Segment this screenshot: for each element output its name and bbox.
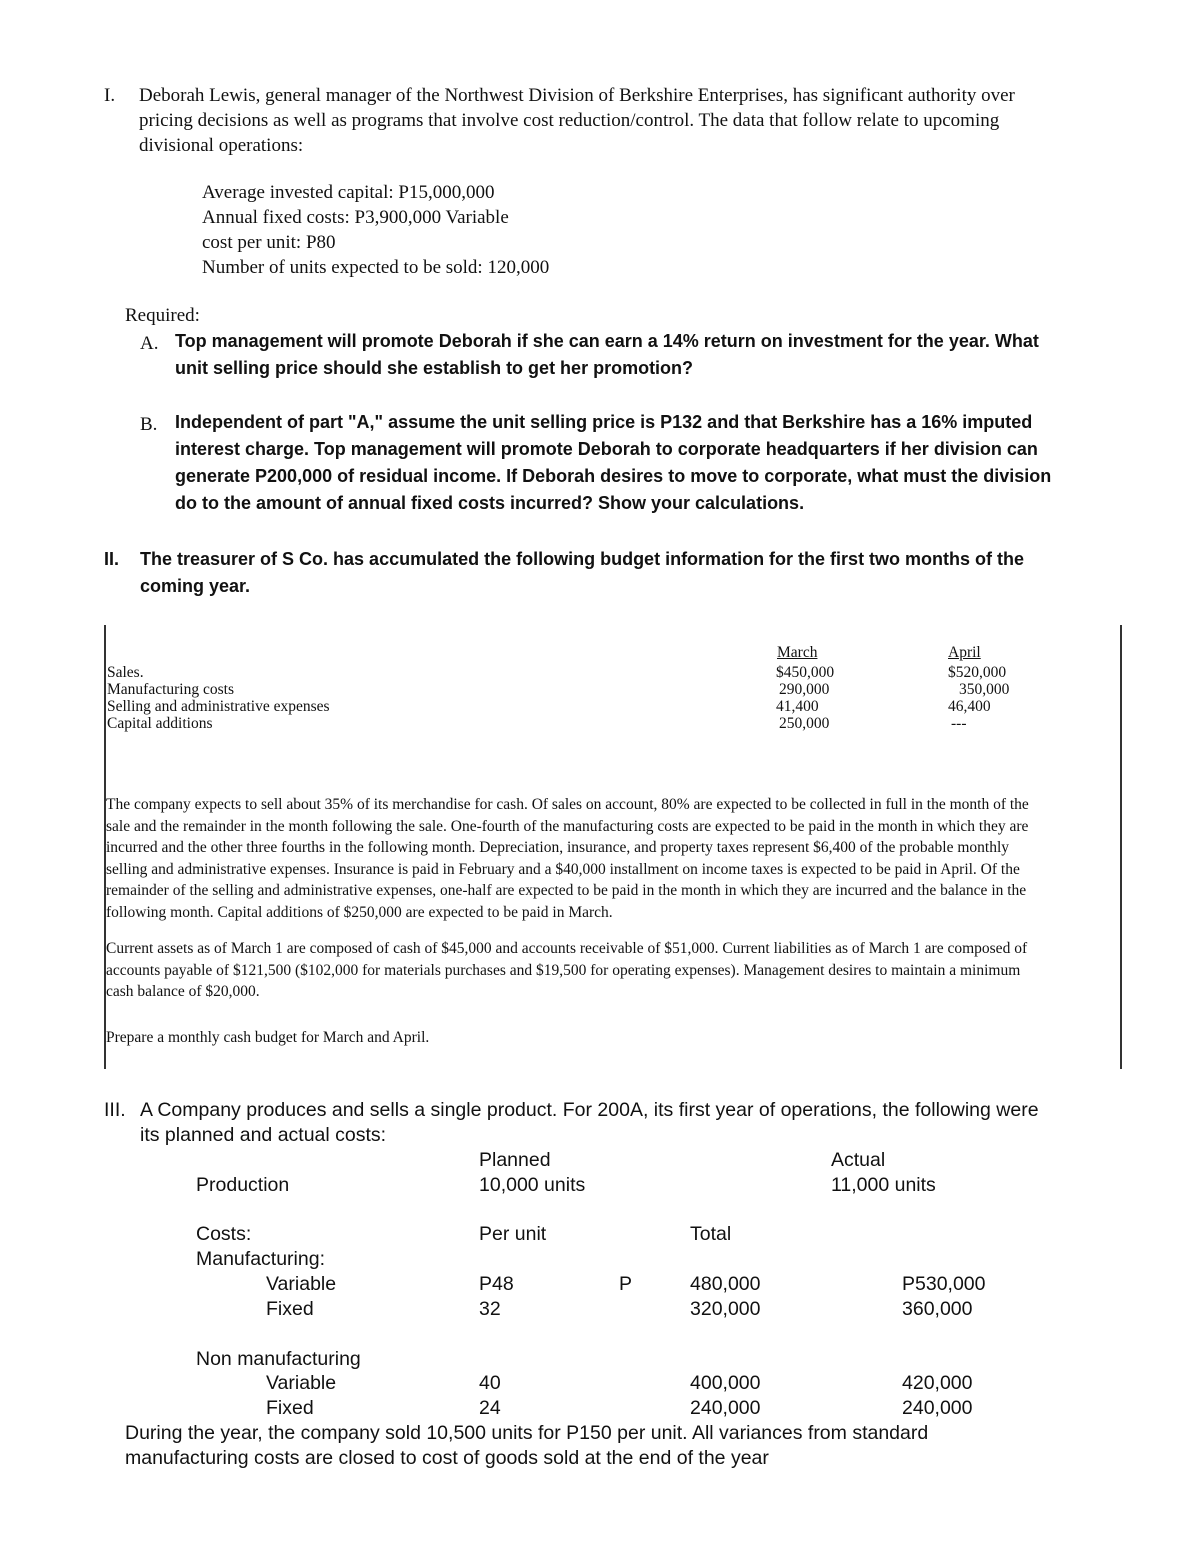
data-line: Annual fixed costs: P3,900,000 Variable <box>202 207 509 228</box>
text-line: interest charge. Top management will promote Deborah to corporate headquarters if her division can <box>175 439 1038 459</box>
table-cell: 41,400 <box>776 698 819 715</box>
mfg-variable-actual: P530,000 <box>902 1273 986 1295</box>
data-line: Number of units expected to be sold: 120,000 <box>202 257 550 278</box>
column-header-april: April <box>948 644 981 661</box>
problem-2-paragraph-1 <box>106 794 1120 923</box>
part-b-label: B. <box>140 414 158 435</box>
text-line: divisional operations: <box>139 135 304 156</box>
nonmfg-variable-per-unit: 40 <box>479 1372 501 1394</box>
problem-3-number: III. <box>104 1099 126 1121</box>
planned-header: Planned <box>479 1149 551 1171</box>
planned-units: 10,000 units <box>479 1174 586 1196</box>
nonmfg-fixed-label: Fixed <box>266 1397 314 1419</box>
nonmfg-variable-total: 400,000 <box>690 1372 761 1394</box>
table-cell: 46,400 <box>948 698 991 715</box>
problem-2-instruction: Prepare a monthly cash budget for March and April. <box>106 1029 430 1046</box>
text-line: Independent of part "A," assume the unit selling price is P132 and that Berkshire has a 16% imputed <box>175 412 1033 432</box>
text-line: its planned and actual costs: <box>140 1124 387 1146</box>
nonmfg-label: Non manufacturing <box>196 1348 361 1370</box>
table-cell: --- <box>951 715 967 732</box>
table-cell: $520,000 <box>948 664 1007 681</box>
text-line: Deborah Lewis, general manager of the Northwest Division of Berkshire Enterprises, has significant authority over <box>139 85 1015 106</box>
table-cell: 250,000 <box>779 715 830 732</box>
text-line: following month. Capital additions of $250,000 are expected to be paid in March. <box>106 903 613 921</box>
costs-label: Costs: <box>196 1223 252 1245</box>
problem-3-closing <box>125 1421 928 1471</box>
table-row-label: Manufacturing costs <box>107 681 234 698</box>
nonmfg-variable-actual: 420,000 <box>902 1372 973 1394</box>
mfg-variable-label: Variable <box>266 1273 337 1295</box>
table-row-label: Capital additions <box>107 715 213 732</box>
nonmfg-fixed-actual: 240,000 <box>902 1397 973 1419</box>
mfg-fixed-total: 320,000 <box>690 1298 761 1320</box>
table-cell: 350,000 <box>959 681 1010 698</box>
actual-units: 11,000 units <box>831 1174 936 1196</box>
text-line: accounts payable of $121,500 ($102,000 for materials purchases and $19,500 for operating expenses). Management desires to maintain a minimum <box>106 961 1021 979</box>
nonmfg-fixed-per-unit: 24 <box>479 1397 501 1419</box>
text-line: unit selling price should she establish to get her promotion? <box>175 358 694 378</box>
problem-2-number: II. <box>104 549 120 569</box>
mfg-fixed-label: Fixed <box>266 1298 314 1320</box>
per-unit-header: Per unit <box>479 1223 547 1245</box>
nonmfg-fixed-total: 240,000 <box>690 1397 761 1419</box>
part-a-label: A. <box>140 333 159 354</box>
problem-3-intro <box>140 1098 1039 1148</box>
production-label: Production <box>196 1174 290 1196</box>
table-cell: 290,000 <box>779 681 830 698</box>
text-line: coming year. <box>140 576 251 596</box>
text-line: The treasurer of S Co. has accumulated the following budget information for the first two months of the <box>140 549 1025 569</box>
total-header: Total <box>690 1223 732 1245</box>
text-line: generate P200,000 of residual income. If Deborah desires to move to corporate, what must the division <box>175 466 1052 486</box>
text-line: incurred and the other three fourths in the following month. Depreciation, insurance, and property taxes represent $6,400 of the probable monthly <box>106 839 1010 856</box>
text-line: During the year, the company sold 10,500 units for P150 per unit. All variances from standard <box>125 1422 929 1444</box>
table-row-label: Selling and administrative expenses <box>107 698 330 715</box>
scan-right-border <box>1120 625 1122 1069</box>
required-label: Required: <box>125 305 200 326</box>
problem-1-data <box>202 180 549 280</box>
text-line: do to the amount of annual fixed costs incurred? Show your calculations. <box>175 493 805 513</box>
problem-1-number: I. <box>104 85 116 106</box>
text-line: manufacturing costs are closed to cost of goods sold at the end of the year <box>125 1447 769 1469</box>
nonmfg-variable-label: Variable <box>266 1372 337 1394</box>
manufacturing-label: Manufacturing: <box>196 1248 325 1270</box>
text-line: A Company produces and sells a single product. For 200A, its first year of operations, the following were <box>140 1099 1039 1121</box>
mfg-fixed-actual: 360,000 <box>902 1298 973 1320</box>
budget-march-values <box>776 664 834 732</box>
table-cell: $450,000 <box>776 664 835 681</box>
data-line: Average invested capital: P15,000,000 <box>202 182 495 203</box>
problem-2-intro <box>140 546 1024 600</box>
actual-header: Actual <box>831 1149 886 1171</box>
mfg-variable-total: 480,000 <box>690 1273 761 1295</box>
text-line: sale and the remainder in the month following the sale. One-fourth of the manufacturing costs are expected to be paid in the month in which they are <box>106 817 1029 835</box>
part-a-question <box>175 328 1039 382</box>
problem-2-paragraph-2 <box>106 938 1120 1003</box>
budget-row-labels <box>107 664 330 732</box>
part-b-question <box>175 409 1051 517</box>
text-line: remainder of the selling and administrative expenses, one-half are expected to be paid in the month in which they are incurred and the balance in the <box>106 882 1027 899</box>
text-line: cash balance of $20,000. <box>106 983 260 1000</box>
budget-april-values <box>948 664 1009 732</box>
problem-1-intro <box>139 83 1129 158</box>
mfg-fixed-per-unit: 32 <box>479 1298 501 1320</box>
column-header-march: March <box>777 644 818 661</box>
text-line: Current assets as of March 1 are composed of cash of $45,000 and accounts receivable of $51,000. Current liabilities as of March 1 are composed of <box>106 940 1028 957</box>
text-line: pricing decisions as well as programs that involve cost reduction/control. The data that follow relate to upcoming <box>139 110 1000 131</box>
mfg-variable-currency: P <box>619 1273 633 1295</box>
text-line: The company expects to sell about 35% of its merchandise for cash. Of sales on account, 80% are expected to be collected in full in the month of the <box>106 796 1029 813</box>
text-line: Top management will promote Deborah if she can earn a 14% return on investment for the year. What <box>175 331 1039 351</box>
mfg-variable-per-unit: P48 <box>479 1273 514 1295</box>
table-row-label: Sales. <box>107 664 144 681</box>
text-line: selling and administrative expenses. Insurance is paid in February and a $40,000 installment on income taxes is expected to be paid in April. Of the <box>106 860 1020 878</box>
data-line: cost per unit: P80 <box>202 232 336 253</box>
